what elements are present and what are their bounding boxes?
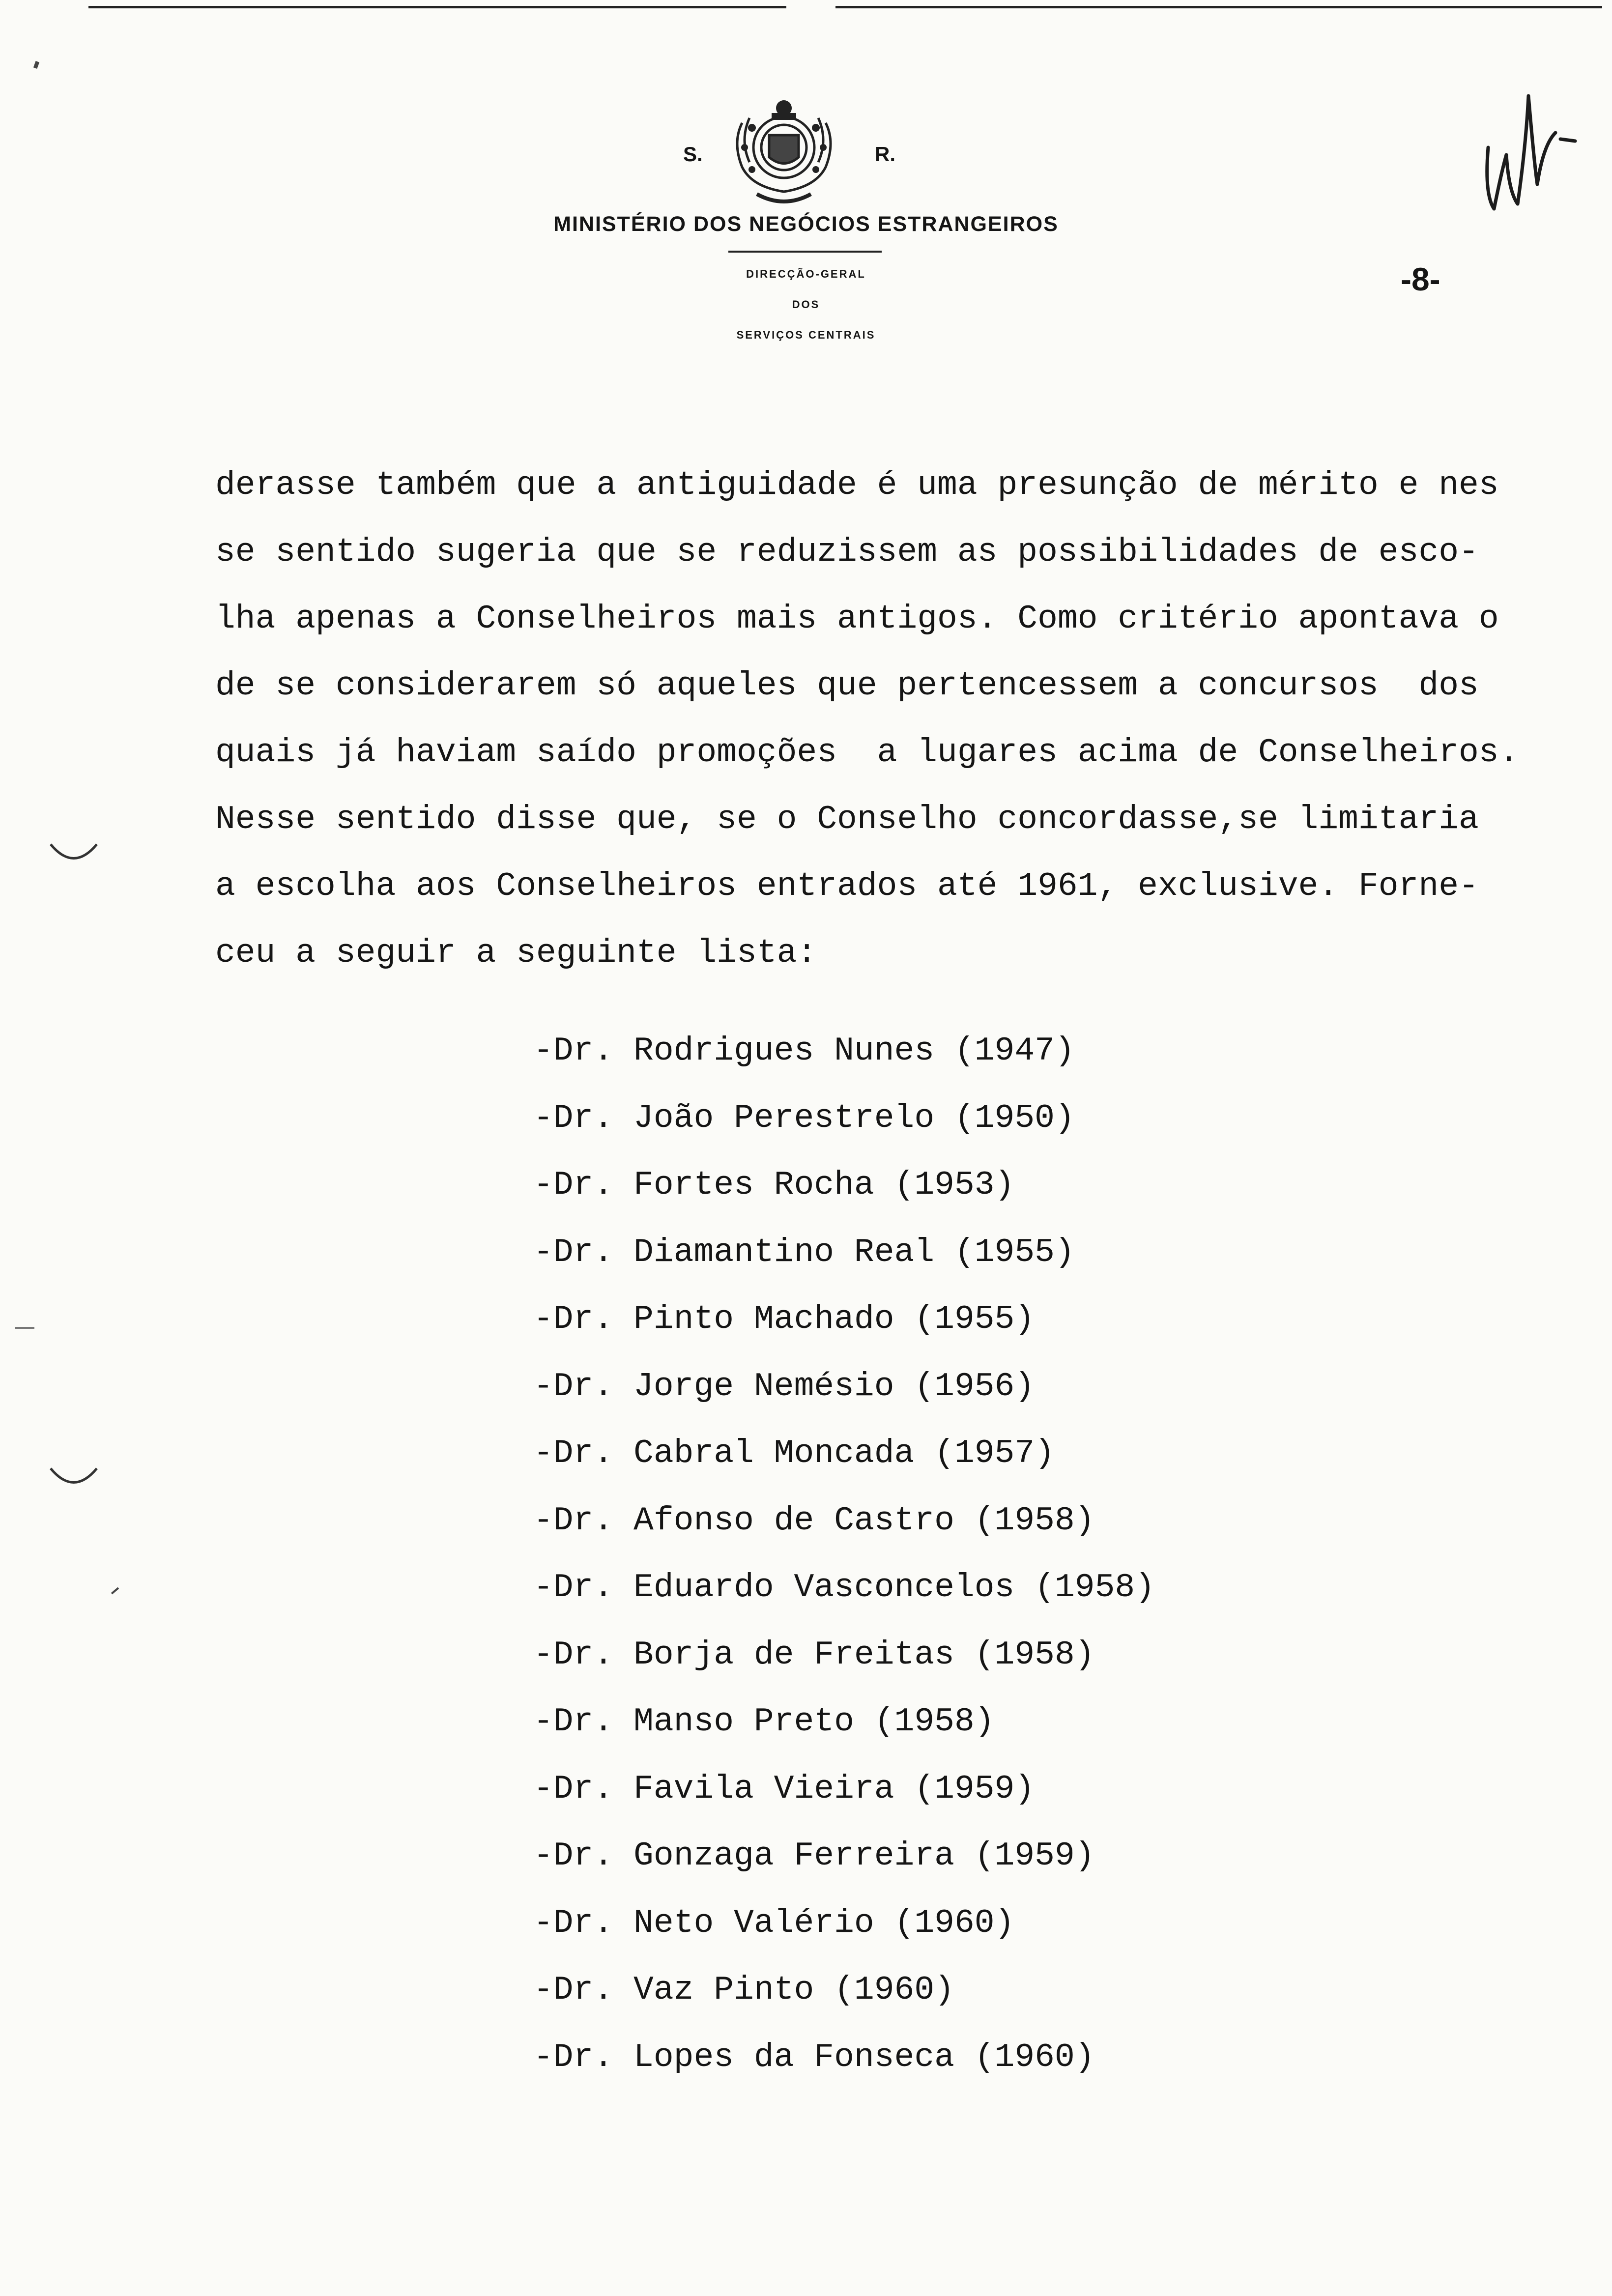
department-line-2: DOS [792,298,820,311]
list-item: -Dr. Borja de Freitas (1958) [533,1636,1095,1674]
body-line: se sentido sugeria que se reduzissem as possibilidades de esco- [215,533,1479,571]
body-line: Nesse sentido disse que, se o Conselho concordasse,se limitaria [215,801,1479,838]
list-item: -Dr. Eduardo Vasconcelos (1958) [533,1569,1155,1607]
letterhead-rule [728,251,882,253]
hole-punch-mark [47,1460,101,1494]
nominee-list [533,1018,1155,2091]
list-item: -Dr. Favila Vieira (1959) [533,1770,1035,1808]
list-item: -Dr. Neto Valério (1960) [533,1904,1015,1942]
department-line-1: DIRECÇÃO-GERAL [746,268,866,280]
body-line: de se considerarem só aqueles que pertencessem a concursos dos [215,667,1479,705]
body-line: a escolha aos Conselheiros entrados até 1961, exclusive. Forne- [215,867,1479,905]
list-item: -Dr. Manso Preto (1958) [533,1703,995,1741]
list-item: -Dr. Pinto Machado (1955) [533,1300,1035,1338]
list-item: -Dr. João Perestrelo (1950) [533,1099,1075,1137]
list-item: -Dr. Afonso de Castro (1958) [533,1501,1095,1540]
list-item: -Dr. Jorge Nemésio (1956) [533,1367,1035,1406]
ministry-title: MINISTÉRIO DOS NEGÓCIOS ESTRANGEIROS [553,212,1059,236]
body-paragraph [215,452,1542,987]
scan-speck [111,1587,119,1595]
list-item: -Dr. Gonzaga Ferreira (1959) [533,1837,1095,1875]
page-number: -8- [1401,261,1440,297]
letterhead-right-letter: R. [875,143,895,166]
list-item: -Dr. Rodrigues Nunes (1947) [533,1032,1075,1070]
list-item: -Dr. Lopes da Fonseca (1960) [533,2038,1095,2076]
top-edge-rule-right [835,6,1602,8]
top-edge-rule [88,6,786,8]
department-line-3: SERVIÇOS CENTRAIS [736,329,876,341]
list-item: -Dr. Cabral Moncada (1957) [533,1435,1055,1472]
scan-speck [15,1327,34,1329]
handwritten-initials [1479,86,1583,219]
letterhead-left-letter: S. [683,143,703,166]
body-line: derasse também que a antiguidade é uma presunção de mérito e nes [215,466,1499,504]
hole-punch-mark [47,835,101,870]
coat-of-arms-icon [722,93,845,206]
body-line: quais já haviam saído promoções a lugares acima de Conselheiros. [215,734,1519,772]
list-item: -Dr. Fortes Rocha (1953) [533,1166,1015,1204]
scan-speck [33,61,39,69]
body-line: lha apenas a Conselheiros mais antigos. Como critério apontava o [215,600,1499,638]
list-item: -Dr. Vaz Pinto (1960) [533,1971,954,2009]
body-line: ceu a seguir a seguinte lista: [215,934,817,972]
list-item: -Dr. Diamantino Real (1955) [533,1233,1075,1271]
